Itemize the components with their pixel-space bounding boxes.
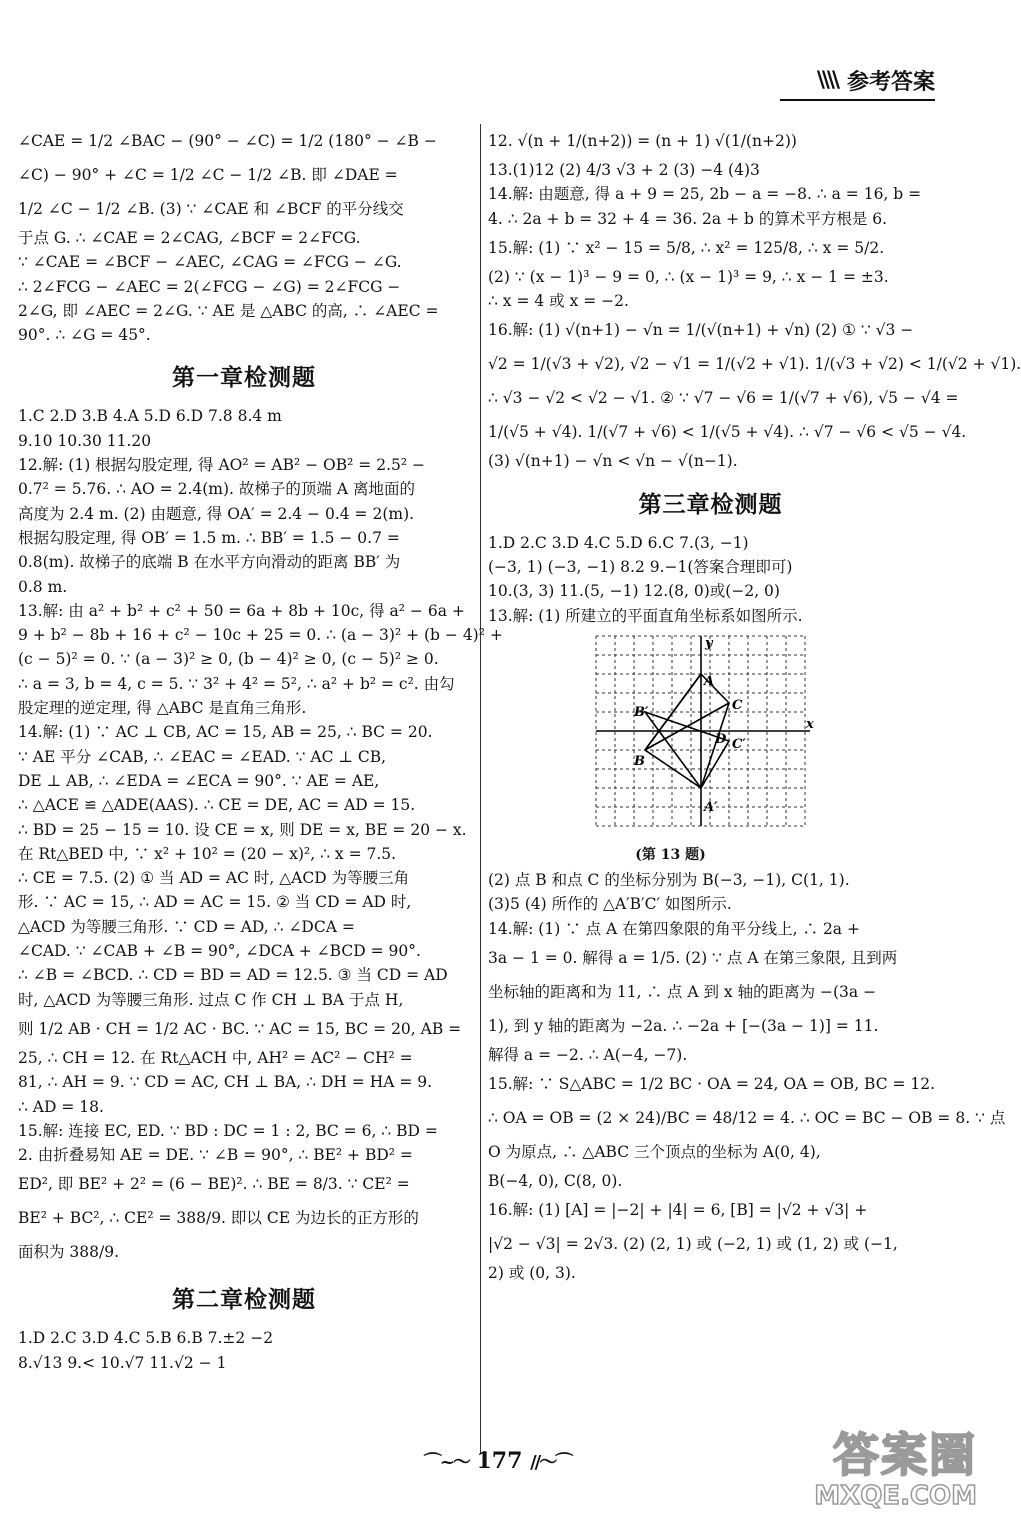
text-line: 14.解: 由题意, 得 a + 9 = 25, 2b − a = −8. ∴ a = 16, b = [488, 185, 922, 204]
text-line: 高度为 2.4 m. (2) 由题意, 得 OA′ = 2.4 − 0.4 = 2(m). [18, 504, 415, 523]
left-column [18, 124, 503, 1375]
text-line: 时, △ACD 为等腰三角形. 过点 C 作 CH ⊥ BA 于点 H, [18, 990, 404, 1009]
text-line: 0.8(m). 故梯子的底端 B 在水平方向滑动的距离 BB′ 为 [18, 553, 401, 572]
text-line: BE² + BC², ∴ CE² = 388/9. 即以 CE 为边长的正方形的 [18, 1209, 419, 1228]
text-line: ∴ CE = 7.5. (2) ① 当 AD = AC 时, △ACD 为等腰三角 [18, 869, 410, 888]
point-label-d: D [715, 731, 727, 747]
text-line: 0.8 m. [18, 577, 68, 596]
text-line: 25, ∴ CH = 12. 在 Rt△ACH 中, AH² = AC² − CH² = [18, 1048, 413, 1067]
text-line: 坐标轴的距离和为 11, ∴ 点 A 到 x 轴的距离为 −(3a − [488, 982, 877, 1001]
text-line: 股定理的逆定理, 得 △ABC 是直角三角形. [18, 699, 307, 718]
text-line: |√2 − √3| = 2√3. (2) (2, 1) 或 (−2, 1) 或 (1, 2) 或 (−1, [488, 1235, 898, 1254]
watermark-bottom-text: MXQE.COM [814, 1481, 977, 1511]
text-line: 1.D 2.C 3.D 4.C 5.B 6.B 7.±2 −2 [18, 1329, 274, 1348]
column-divider [480, 124, 481, 1454]
text-line: ∴ BD = 25 − 15 = 10. 设 CE = x, 则 DE = x, BE = 20 − x. [18, 820, 467, 839]
watermark-top-text: 答案圈 [833, 1428, 977, 1482]
text-line: B(−4, 0), C(8, 0). [488, 1172, 623, 1191]
section-heading-ch2: 第二章检测题 [172, 1287, 316, 1314]
right-column [488, 124, 1021, 1286]
header-decoration: \\\\ [816, 67, 837, 93]
section-heading-ch3: 第三章检测题 [638, 491, 783, 518]
text-line: (−3, 1) (−3, −1) 8.2 9.−1(答案合理即可) [488, 558, 793, 577]
text-line: √2 = 1/(√3 + √2), √2 − √1 = 1/(√2 + √1). 1/(√3 + √2) < 1/(√2 + √1). [488, 355, 1021, 374]
text-line: 12.解: (1) 根据勾股定理, 得 AO² = AB² − OB² = 2.5² − [18, 456, 425, 475]
axes [596, 636, 810, 826]
text-line: 9.10 10.30 11.20 [18, 431, 152, 450]
text-line: DE ⊥ AB, ∴ ∠EDA = ∠ECA = 90°. ∵ AE = AE, [18, 771, 380, 790]
coordinate-grid-figure [596, 636, 814, 836]
text-line: (2) ∵ (x − 1)³ − 9 = 0, ∴ (x − 1)³ = 9, ∴ x − 1 = ±3. [488, 267, 889, 286]
text-line: ∴ ∠B = ∠BCD. ∴ CD = BD = AD = 12.5. ③ 当 CD = AD [18, 966, 448, 985]
point-label-b-prime: B′ [634, 704, 649, 720]
figure-caption: (第 13 题) [635, 846, 706, 863]
text-line: ∵ ∠CAE = ∠BCF − ∠AEC, ∠CAG = ∠FCG − ∠G. [18, 253, 402, 272]
text-line: 在 Rt△BED 中, ∵ x² + 10² = (20 − x)², ∴ x = 7.5. [18, 844, 397, 863]
text-line: 16.解: (1) √(n+1) − √n = 1/(√(n+1) + √n) (2) ① ∵ √3 − [488, 321, 914, 340]
text-line: 1.C 2.D 3.B 4.A 5.D 6.D 7.8 8.4 m [18, 407, 282, 426]
text-line: △ACD 为等腰三角形. ∵ CD = AD, ∴ ∠DCA = [18, 917, 355, 936]
text-line: (2) 点 B 和点 C 的坐标分别为 B(−3, −1), C(1, 1). [488, 870, 850, 889]
footer-swash-right: //〜⌒ [530, 1452, 572, 1473]
point-label-b: B [634, 753, 645, 769]
text-line: ED², 即 BE² + 2² = (6 − BE)². ∴ BE = 8/3. ∵ CE² = [18, 1175, 410, 1194]
text-line: 则 1/2 AB · CH = 1/2 AC · BC. ∵ AC = 15, BC = 20, AB = [18, 1019, 462, 1038]
text-line: (c − 5)² = 0. ∵ (a − 3)² ≥ 0, (b − 4)² ≥ 0, (c − 5)² ≥ 0. [18, 650, 439, 669]
watermark-logo [809, 1430, 977, 1522]
text-line: ∴ OA = OB = (2 × 24)/BC = 48/12 = 4. ∴ OC = BC − OB = 8. ∵ 点 [488, 1109, 1006, 1128]
text-line: 形. ∵ AC = 15, ∴ AD = AC = 15. ② 当 CD = AD 时, [18, 893, 412, 912]
text-line: 4. ∴ 2a + b = 32 + 4 = 36. 2a + b 的算术平方根是 6. [488, 209, 888, 228]
text-line: 13.(1)12 (2) 4/3 √3 + 2 (3) −4 (4)3 [488, 161, 760, 179]
footer-swash-left: ⌒~〜 [423, 1452, 469, 1473]
text-line: 81, ∴ AH = 9. ∵ CD = AC, CH ⊥ BA, ∴ DH = HA = 9. [18, 1073, 433, 1092]
text-line: 2) 或 (0, 3). [488, 1264, 576, 1283]
text-line: ∴ a = 3, b = 4, c = 5. ∵ 3² + 4² = 5², ∴ a² + b² = c². 由勾 [18, 674, 455, 693]
point-label-c: C [732, 697, 743, 713]
text-line: 12. √(n + 1/(n+2)) = (n + 1) √(1/(n+2)) [488, 132, 797, 150]
text-line: O 为原点, ∴ △ABC 三个顶点的坐标为 A(0, 4), [488, 1143, 821, 1162]
text-line: ∴ △ACE ≌ △ADE(AAS). ∴ CE = DE, AC = AD = 15. [18, 796, 416, 815]
axis-y-label: y [705, 635, 713, 651]
text-line: 1/2 ∠C − 1/2 ∠B. (3) ∵ ∠CAE 和 ∠BCF 的平分线交 [18, 200, 404, 218]
text-line: 根据勾股定理, 得 OB′ = 1.5 m. ∴ BB′ = 1.5 − 0.7 = [18, 528, 400, 547]
section-heading-ch1: 第一章检测题 [172, 365, 316, 392]
text-line: 13.解: 由 a² + b² + c² + 50 = 6a + 8b + 10c, 得 a² − 6a + [18, 601, 465, 620]
text-line: 14.解: (1) ∵ 点 A 在第四象限的角平分线上, ∴ 2a + [488, 919, 860, 938]
text-line: ∴ 2∠FCG − ∠AEC = 2(∠FCG − ∠G) = 2∠FCG − [18, 277, 401, 296]
header-rule [780, 99, 935, 101]
text-line: ∠CAD. ∵ ∠CAB + ∠B = 90°, ∠DCA + ∠BCD = 90°. [18, 942, 421, 961]
point-label-c-prime: C′ [732, 736, 746, 752]
text-line: (3)5 (4) 所作的 △A′B′C′ 如图所示. [488, 895, 732, 914]
text-line: 14.解: (1) ∵ AC ⊥ CB, AC = 15, AB = 25, ∴ BC = 20. [18, 723, 433, 742]
text-line: 1), 到 y 轴的距离为 −2a. ∴ −2a + [−(3a − 1)] = 11. [488, 1016, 879, 1035]
text-line: (3) √(n+1) − √n < √n − √(n−1). [488, 452, 738, 471]
text-line: 0.7² = 5.76. ∴ AO = 2.4(m). 故梯子的顶端 A 离地面的 [18, 480, 415, 499]
text-line: 10.(3, 3) 11.(5, −1) 12.(8, 0)或(−2, 0) [488, 582, 780, 601]
text-line: 1.D 2.C 3.D 4.C 5.D 6.C 7.(3, −1) [488, 533, 749, 552]
text-line: 15.解: ∵ S△ABC = 1/2 BC · OA = 24, OA = OB, BC = 12. [488, 1075, 936, 1094]
axis-x-label: x [806, 716, 814, 732]
text-line: 90°. ∴ ∠G = 45°. [18, 326, 151, 345]
text-line: ∴ x = 4 或 x = −2. [488, 292, 629, 311]
text-line: 解得 a = −2. ∴ A(−4, −7). [488, 1045, 688, 1064]
text-line: ∴ AD = 18. [18, 1097, 104, 1116]
header-title: 参考答案 [846, 69, 935, 95]
text-line: 15.解: 连接 EC, ED. ∵ BD : DC = 1 : 2, BC = 6, ∴ BD = [18, 1121, 438, 1140]
point-label-a-prime: A′ [704, 799, 718, 815]
page-number: 177 [476, 1448, 523, 1474]
text-line: 于点 G. ∴ ∠CAE = 2∠CAG, ∠BCF = 2∠FCG. [18, 229, 361, 247]
text-line: 8.√13 9.< 10.√7 11.√2 − 1 [18, 1353, 227, 1372]
text-line: ∵ AE 平分 ∠CAB, ∴ ∠EAC = ∠EAD. ∵ AC ⊥ CB, [18, 747, 387, 766]
point-label-a: A [704, 673, 715, 689]
text-line: 面积为 388/9. [18, 1243, 120, 1262]
text-line: 15.解: (1) ∵ x² − 15 = 5/8, ∴ x² = 125/8, ∴ x = 5/2. [488, 238, 885, 257]
text-line: 3a − 1 = 0. 解得 a = 1/5. (2) ∵ 点 A 在第三象限, 且到两 [488, 948, 898, 967]
text-line: ∴ √3 − √2 < √2 − √1. ② ∵ √7 − √6 = 1/(√7 + √6), √5 − √4 = [488, 389, 959, 408]
text-line: 13.解: (1) 所建立的平面直角坐标系如图所示. [488, 606, 803, 625]
text-line: ∠C) − 90° + ∠C = 1/2 ∠C − 1/2 ∠B. 即 ∠DAE = [18, 166, 398, 184]
text-line: 2. 由折叠易知 AE = DE. ∵ ∠B = 90°, ∴ BE² + BD² = [18, 1146, 413, 1165]
page-header [817, 62, 935, 98]
text-line: 1/(√5 + √4). 1/(√7 + √6) < 1/(√5 + √4). ∴ √7 − √6 < √5 − √4. [488, 423, 967, 442]
text-line: 16.解: (1) [A] = |−2| + |4| = 6, [B] = |√2 + √3| + [488, 1201, 868, 1220]
text-line: ∠CAE = 1/2 ∠BAC − (90° − ∠C) = 1/2 (180° − ∠B − [18, 132, 437, 150]
text-line: 2∠G, 即 ∠AEC = 2∠G. ∵ AE 是 △ABC 的高, ∴ ∠AEC = [18, 301, 439, 320]
text-line: 9 + b² − 8b + 16 + c² − 10c + 25 = 0. ∴ (a − 3)² + (b − 4)² + [18, 626, 503, 645]
